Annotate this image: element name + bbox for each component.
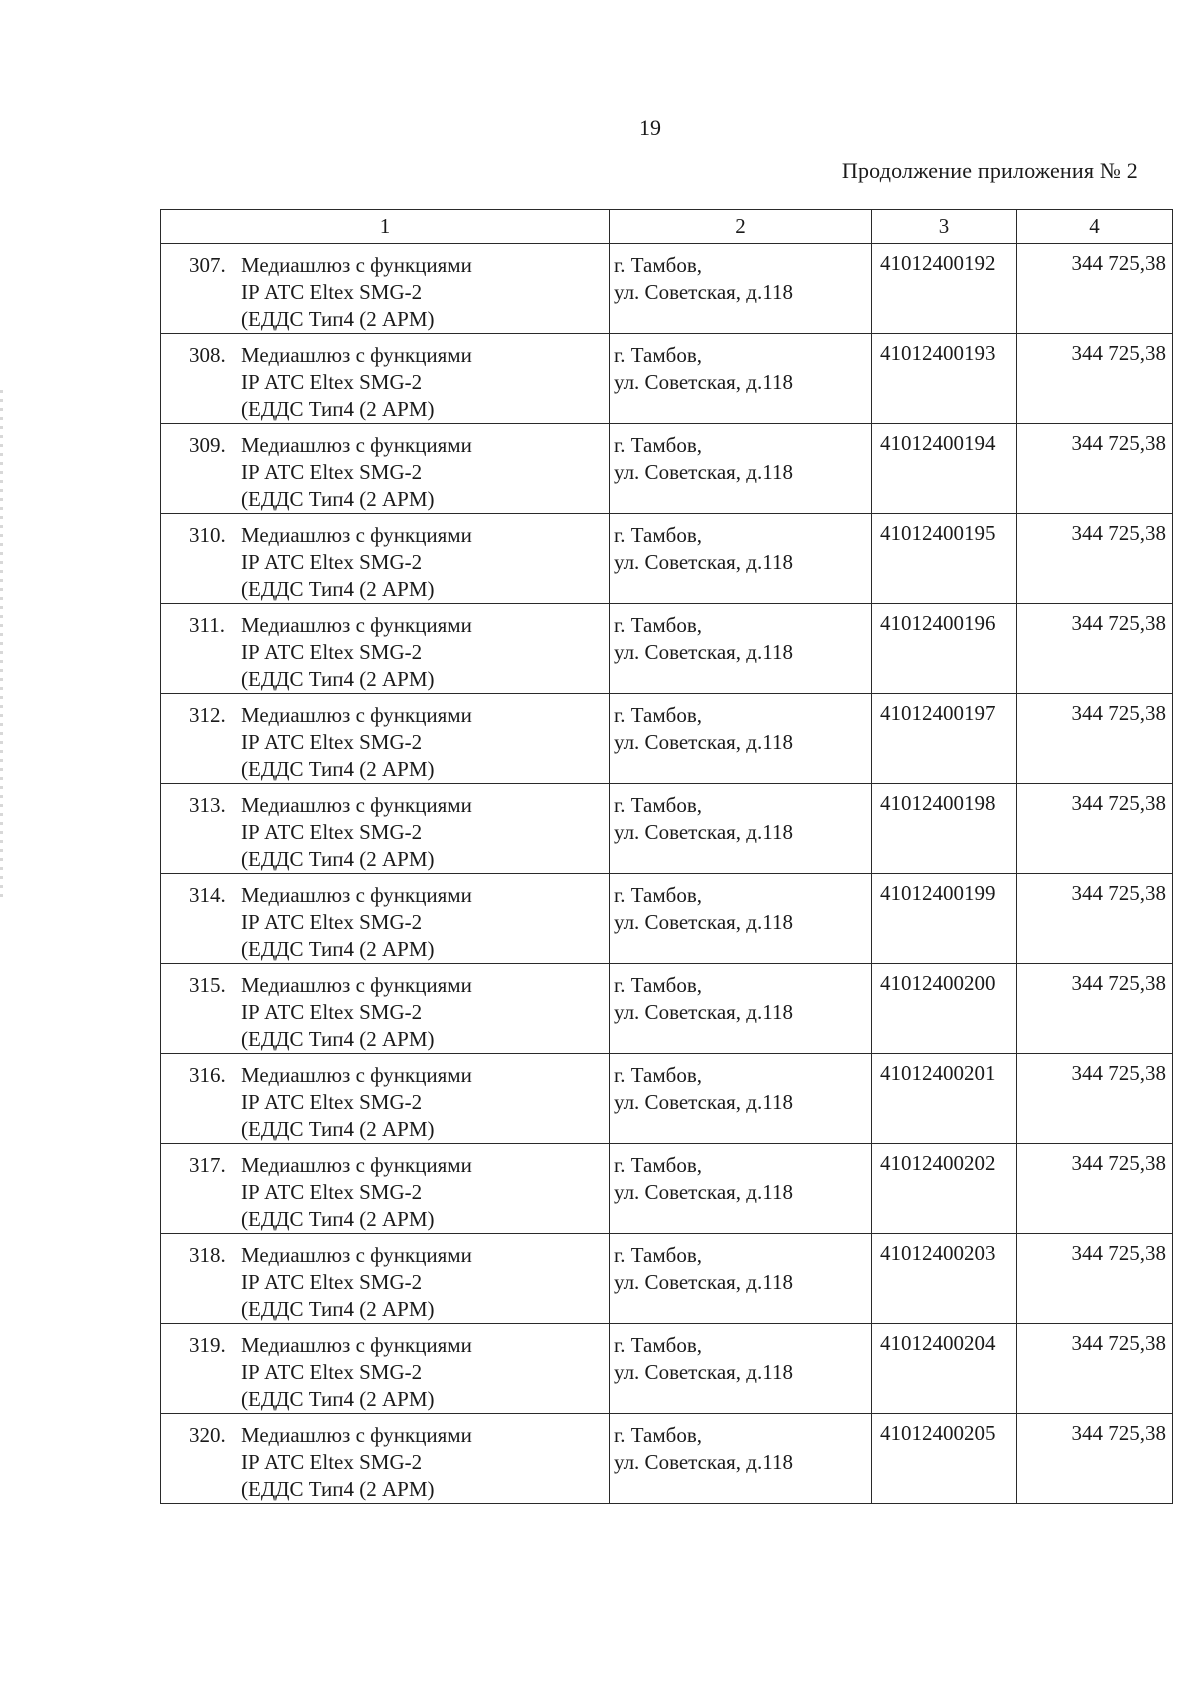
item-name-line-2: IP АТС Eltex SMG-2 — [241, 910, 423, 934]
address-city: г. Тамбов, — [614, 1153, 703, 1177]
inventory-number-cell — [872, 244, 1017, 334]
amount-value: 344 725,38 — [1071, 521, 1166, 545]
address-street: ул. Советская, д.118 — [614, 1180, 793, 1204]
address-street: ул. Советская, д.118 — [614, 1000, 793, 1024]
item-name-line-2: IP АТС Eltex SMG-2 — [241, 1180, 423, 1204]
item-name-cell — [161, 334, 610, 424]
address-street: ул. Советская, д.118 — [614, 1090, 793, 1114]
item-name-cell — [161, 964, 610, 1054]
amount-cell — [1017, 694, 1173, 784]
amount-value: 344 725,38 — [1071, 1061, 1166, 1085]
address-street: ул. Советская, д.118 — [614, 460, 793, 484]
inventory-number-cell — [872, 514, 1017, 604]
amount-cell — [1017, 244, 1173, 334]
address-street: ул. Советская, д.118 — [614, 730, 793, 754]
column-header-2: 2 — [610, 210, 872, 244]
item-name-line-3: (ЕДДС Тип4 (2 АРМ) — [241, 1297, 435, 1321]
item-number: 319. — [189, 1333, 226, 1357]
table-row — [161, 964, 1173, 1054]
table-row — [161, 1324, 1173, 1414]
amount-cell — [1017, 1324, 1173, 1414]
address-street: ул. Советская, д.118 — [614, 640, 793, 664]
table-row — [161, 244, 1173, 334]
inventory-number: 41012400194 — [880, 431, 996, 455]
item-name-line-1: Медиашлюз с функциями — [241, 343, 472, 367]
item-name-line-2: IP АТС Eltex SMG-2 — [241, 640, 423, 664]
scan-edge-artifact — [0, 390, 3, 900]
item-number: 307. — [189, 253, 226, 277]
item-number: 310. — [189, 523, 226, 547]
item-name-line-1: Медиашлюз с функциями — [241, 793, 472, 817]
address-street: ул. Советская, д.118 — [614, 280, 793, 304]
column-header-1: 1 — [161, 210, 610, 244]
address-city: г. Тамбов, — [614, 883, 703, 907]
address-city: г. Тамбов, — [614, 523, 703, 547]
address-street: ул. Советская, д.118 — [614, 820, 793, 844]
amount-value: 344 725,38 — [1071, 1421, 1166, 1445]
inventory-number-cell — [872, 1054, 1017, 1144]
item-name-line-2: IP АТС Eltex SMG-2 — [241, 1270, 423, 1294]
table-row — [161, 514, 1173, 604]
item-number: 313. — [189, 793, 226, 817]
amount-value: 344 725,38 — [1071, 251, 1166, 275]
inventory-number: 41012400205 — [880, 1421, 996, 1445]
amount-cell — [1017, 604, 1173, 694]
item-name-cell — [161, 244, 610, 334]
item-number: 317. — [189, 1153, 226, 1177]
page-number: 19 — [639, 115, 661, 140]
inventory-number: 41012400198 — [880, 791, 996, 815]
item-name-line-1: Медиашлюз с функциями — [241, 1333, 472, 1357]
address-city: г. Тамбов, — [614, 1333, 703, 1357]
inventory-number: 41012400202 — [880, 1151, 996, 1175]
inventory-number: 41012400196 — [880, 611, 996, 635]
column-header-4: 4 — [1017, 210, 1173, 244]
address-city: г. Тамбов, — [614, 793, 703, 817]
item-name-cell — [161, 1144, 610, 1234]
table-row — [161, 1144, 1173, 1234]
item-name-line-3: (ЕДДС Тип4 (2 АРМ) — [241, 847, 435, 871]
amount-cell — [1017, 334, 1173, 424]
item-name-cell — [161, 514, 610, 604]
item-name-line-2: IP АТС Eltex SMG-2 — [241, 730, 423, 754]
inventory-number-cell — [872, 1144, 1017, 1234]
item-name-line-2: IP АТС Eltex SMG-2 — [241, 370, 423, 394]
table-row — [161, 334, 1173, 424]
appendix-continuation-title: Продолжение приложения № 2 — [841, 158, 1138, 183]
item-name-line-2: IP АТС Eltex SMG-2 — [241, 1450, 423, 1474]
item-number: 318. — [189, 1243, 226, 1267]
inventory-number: 41012400193 — [880, 341, 996, 365]
item-name-line-1: Медиашлюз с функциями — [241, 1423, 472, 1447]
item-name-line-1: Медиашлюз с функциями — [241, 1063, 472, 1087]
item-number: 314. — [189, 883, 226, 907]
table-row — [161, 694, 1173, 784]
amount-value: 344 725,38 — [1071, 1331, 1166, 1355]
item-name-line-2: IP АТС Eltex SMG-2 — [241, 820, 423, 844]
address-city: г. Тамбов, — [614, 1063, 703, 1087]
address-street: ул. Советская, д.118 — [614, 550, 793, 574]
amount-value: 344 725,38 — [1071, 431, 1166, 455]
amount-cell — [1017, 784, 1173, 874]
inventory-number-cell — [872, 1414, 1017, 1504]
table-header-row — [161, 210, 1173, 244]
amount-value: 344 725,38 — [1071, 611, 1166, 635]
item-name-line-1: Медиашлюз с функциями — [241, 253, 472, 277]
item-name-cell — [161, 784, 610, 874]
table-row — [161, 1054, 1173, 1144]
address-city: г. Тамбов, — [614, 1423, 703, 1447]
address-street: ул. Советская, д.118 — [614, 1450, 793, 1474]
address-cell — [610, 694, 872, 784]
inventory-number-cell — [872, 964, 1017, 1054]
address-cell — [610, 1234, 872, 1324]
amount-value: 344 725,38 — [1071, 701, 1166, 725]
amount-cell — [1017, 1054, 1173, 1144]
item-name-line-3: (ЕДДС Тип4 (2 АРМ) — [241, 1027, 435, 1051]
amount-cell — [1017, 1144, 1173, 1234]
inventory-number-cell — [872, 694, 1017, 784]
item-name-line-2: IP АТС Eltex SMG-2 — [241, 550, 423, 574]
item-name-line-3: (ЕДДС Тип4 (2 АРМ) — [241, 1117, 435, 1141]
item-number: 316. — [189, 1063, 226, 1087]
table-row — [161, 874, 1173, 964]
table-row — [161, 604, 1173, 694]
item-name-line-3: (ЕДДС Тип4 (2 АРМ) — [241, 937, 435, 961]
item-name-cell — [161, 1414, 610, 1504]
item-number: 315. — [189, 973, 226, 997]
item-number: 309. — [189, 433, 226, 457]
amount-cell — [1017, 874, 1173, 964]
amount-value: 344 725,38 — [1071, 1151, 1166, 1175]
table-row — [161, 1414, 1173, 1504]
inventory-number: 41012400201 — [880, 1061, 996, 1085]
address-cell — [610, 244, 872, 334]
inventory-number: 41012400199 — [880, 881, 996, 905]
table-row — [161, 784, 1173, 874]
item-name-line-3: (ЕДДС Тип4 (2 АРМ) — [241, 757, 435, 781]
item-name-line-1: Медиашлюз с функциями — [241, 1153, 472, 1177]
item-name-line-3: (ЕДДС Тип4 (2 АРМ) — [241, 577, 435, 601]
amount-value: 344 725,38 — [1071, 971, 1166, 995]
inventory-number-cell — [872, 784, 1017, 874]
table-row — [161, 1234, 1173, 1324]
item-name-line-1: Медиашлюз с функциями — [241, 973, 472, 997]
item-name-line-2: IP АТС Eltex SMG-2 — [241, 1360, 423, 1384]
inventory-number-cell — [872, 604, 1017, 694]
item-number: 308. — [189, 343, 226, 367]
inventory-number: 41012400192 — [880, 251, 996, 275]
amount-cell — [1017, 964, 1173, 1054]
item-name-cell — [161, 1324, 610, 1414]
inventory-number-cell — [872, 1324, 1017, 1414]
amount-value: 344 725,38 — [1071, 341, 1166, 365]
column-header-3: 3 — [872, 210, 1017, 244]
address-cell — [610, 1144, 872, 1234]
item-name-line-3: (ЕДДС Тип4 (2 АРМ) — [241, 1387, 435, 1411]
inventory-number: 41012400200 — [880, 971, 996, 995]
item-name-line-3: (ЕДДС Тип4 (2 АРМ) — [241, 307, 435, 331]
item-name-line-2: IP АТС Eltex SMG-2 — [241, 1090, 423, 1114]
item-number: 312. — [189, 703, 226, 727]
inventory-number: 41012400203 — [880, 1241, 996, 1265]
item-name-cell — [161, 874, 610, 964]
amount-value: 344 725,38 — [1071, 1241, 1166, 1265]
item-name-line-1: Медиашлюз с функциями — [241, 883, 472, 907]
amount-cell — [1017, 1234, 1173, 1324]
inventory-number: 41012400195 — [880, 521, 996, 545]
inventory-number-cell — [872, 334, 1017, 424]
address-cell — [610, 424, 872, 514]
inventory-number: 41012400204 — [880, 1331, 996, 1355]
address-city: г. Тамбов, — [614, 613, 703, 637]
address-cell — [610, 784, 872, 874]
item-name-line-1: Медиашлюз с функциями — [241, 1243, 472, 1267]
item-name-line-1: Медиашлюз с функциями — [241, 703, 472, 727]
item-name-line-3: (ЕДДС Тип4 (2 АРМ) — [241, 667, 435, 691]
address-cell — [610, 604, 872, 694]
item-name-line-2: IP АТС Eltex SMG-2 — [241, 1000, 423, 1024]
address-street: ул. Советская, д.118 — [614, 1270, 793, 1294]
inventory-number: 41012400197 — [880, 701, 996, 725]
item-number: 311. — [189, 613, 225, 637]
amount-value: 344 725,38 — [1071, 791, 1166, 815]
item-name-line-3: (ЕДДС Тип4 (2 АРМ) — [241, 1207, 435, 1231]
item-name-cell — [161, 1054, 610, 1144]
amount-cell — [1017, 424, 1173, 514]
address-street: ул. Советская, д.118 — [614, 370, 793, 394]
item-name-cell — [161, 694, 610, 784]
item-name-line-3: (ЕДДС Тип4 (2 АРМ) — [241, 397, 435, 421]
item-name-cell — [161, 424, 610, 514]
address-city: г. Тамбов, — [614, 433, 703, 457]
address-cell — [610, 1054, 872, 1144]
amount-cell — [1017, 514, 1173, 604]
address-cell — [610, 874, 872, 964]
inventory-number-cell — [872, 1234, 1017, 1324]
address-street: ул. Советская, д.118 — [614, 910, 793, 934]
item-name-cell — [161, 1234, 610, 1324]
item-name-line-1: Медиашлюз с функциями — [241, 433, 472, 457]
appendix-table — [160, 209, 1173, 1504]
item-name-line-1: Медиашлюз с функциями — [241, 613, 472, 637]
amount-cell — [1017, 1414, 1173, 1504]
address-city: г. Тамбов, — [614, 703, 703, 727]
item-name-line-1: Медиашлюз с функциями — [241, 523, 472, 547]
item-name-line-2: IP АТС Eltex SMG-2 — [241, 460, 423, 484]
inventory-number-cell — [872, 874, 1017, 964]
address-cell — [610, 1324, 872, 1414]
address-city: г. Тамбов, — [614, 343, 703, 367]
address-city: г. Тамбов, — [614, 973, 703, 997]
item-number: 320. — [189, 1423, 226, 1447]
address-street: ул. Советская, д.118 — [614, 1360, 793, 1384]
item-name-line-3: (ЕДДС Тип4 (2 АРМ) — [241, 487, 435, 511]
address-cell — [610, 964, 872, 1054]
address-cell — [610, 514, 872, 604]
address-city: г. Тамбов, — [614, 253, 703, 277]
item-name-line-3: (ЕДДС Тип4 (2 АРМ) — [241, 1477, 435, 1501]
address-city: г. Тамбов, — [614, 1243, 703, 1267]
address-cell — [610, 1414, 872, 1504]
amount-value: 344 725,38 — [1071, 881, 1166, 905]
item-name-line-2: IP АТС Eltex SMG-2 — [241, 280, 423, 304]
inventory-number-cell — [872, 424, 1017, 514]
address-cell — [610, 334, 872, 424]
table-row — [161, 424, 1173, 514]
item-name-cell — [161, 604, 610, 694]
